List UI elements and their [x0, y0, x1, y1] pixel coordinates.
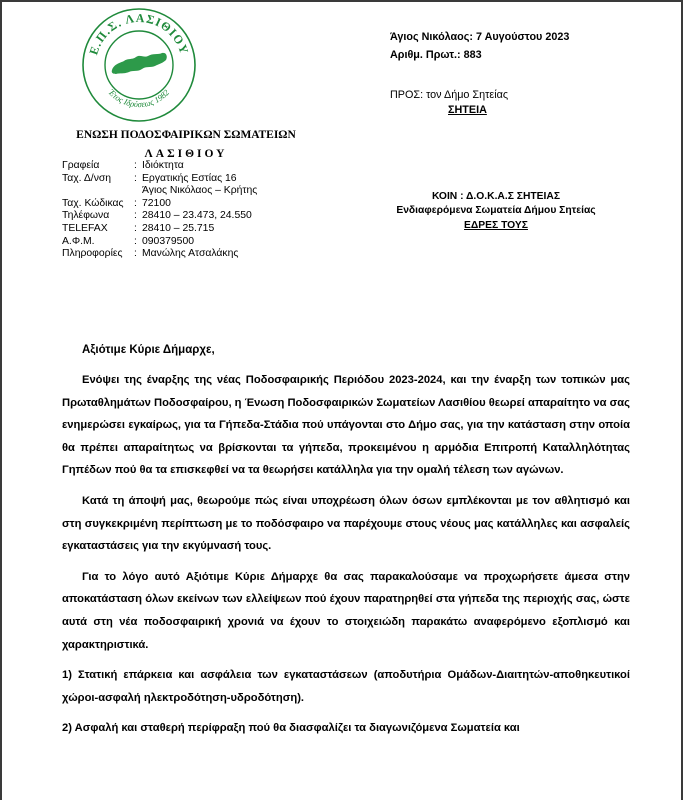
contact-row: Α.Φ.Μ. : 090379500 [62, 235, 195, 247]
crete-map-shape [112, 53, 167, 74]
page-border-top [0, 0, 683, 2]
logo-bottom-text: Έτος Ιδρύσεως 1982 [106, 87, 172, 110]
salutation: Αξιότιμε Κύριε Δήμαρχε, [82, 344, 215, 356]
contact-row: Πληροφορίες : Μανώλης Ατσαλάκης [62, 248, 239, 260]
contact-row: Άγιος Νικόλαος – Κρήτης [142, 185, 258, 197]
contact-row: Ταχ. Δ/νση : Εργατικής Εστίας 16 [62, 172, 237, 184]
list-item: 2) Ασφαλή και σταθερή περίφραξη πού θα διασφαλίζει τα διαγωνιζόμενα Σωματεία και [62, 722, 520, 735]
org-title-line2: ΛΑΣΙΘΙΟΥ [144, 148, 228, 160]
contact-row: TELEFAX : 28410 – 25.715 [62, 222, 215, 234]
contact-row: Τηλέφωνα : 28410 – 23.473, 24.550 [62, 210, 252, 222]
recipient-city: ΣΗΤΕΙΑ [448, 104, 487, 116]
protocol-line: Αριθμ. Πρωτ.: 883 [390, 49, 482, 61]
date-line: Άγιος Νικόλαος: 7 Αυγούστου 2023 [390, 31, 570, 43]
contact-block [62, 160, 257, 261]
recipient-line: ΠΡΟΣ: τον Δήμο Σητείας [390, 89, 509, 101]
paragraph: Κατά τη άποψή μας, θεωρούμε πώς είναι υποχρέωση όλων όσων εμπλέκονται με τον αθλητισμό και στη συγκεκριμένη περίπτωση με το ποδόσφαιρο να παρέχουμε στους νέους μας κατάλληλες και ασφαλείς εγκαταστάσεις για την εκγύμνασή τους. [62, 494, 630, 553]
contact-row: Γραφεία : Ιδιόκτητα [62, 160, 184, 171]
svg-text:Έτος Ιδρύσεως 1982 [106, 87, 172, 110]
page-border-left [0, 0, 2, 800]
cc-block [392, 190, 600, 233]
cc-line1: ΚΟΙΝ : Δ.Ο.Κ.Α.Σ ΣΗΤΕΙΑΣ [431, 191, 561, 202]
letter-body [62, 369, 630, 748]
contact-row: Ταχ. Κώδικας : 72100 [62, 197, 171, 209]
cc-line2: Ενδιαφερόμενα Σωματεία Δήμου Σητείας [396, 205, 596, 216]
list-item: 1) Στατική επάρκεια και ασφάλεια των εγκαταστάσεων (αποδυτήρια Ομάδων-Διαιτητών-αποθηκευτικοί χώροι-ασφαλή ηλεκτροδότηση-υδροδότηση). [62, 669, 630, 704]
paragraph: Για το λόγο αυτό Αξιότιμε Κύριε Δήμαρχε θα σας παρακαλούσαμε να προχωρήσετε άμεσα στην αποκατάσταση όλων εκείνων των ελλείψεων πού έχουν παρατηρηθεί στα γήπεδα της περιοχής σας, ώστε αυτά στη νέα ποδοσφαιρική χρονιά να έχουν το στοιχειώδη παρακάτω αναφερόμενο εξοπλισμό και χαρακτηριστικά. [62, 570, 630, 651]
paragraph: Ενόψει της έναρξης της νέας Ποδοσφαιρικής Περιόδου 2023-2024, και την έναρξη των τοπικών μας Πρωταθλημάτων Ποδοσφαίρου, η Ένωση Ποδοσφαιρικών Σωματείων Λασιθίου θεωρεί απαραίτητο να σας ενημερώσει εγκαίρως, για τα Γήπεδα-Στάδια πού υπάγονται στο Δήμο σας, για την κατάσταση στην οποία θα πρέπει απαραίτητως να βρίσκονται τα γήπεδα, προκειμένου η αρμόδια Επιτροπή Καταλληλότητας Γηπέδων πού θα τα επισκεφθεί να τα θεωρήσει κατάλληλα για την ομαλή τέλεση των αγώνων. [62, 374, 630, 477]
federation-logo [80, 6, 198, 124]
svg-text:Ε.Π.Σ. ΛΑΣΙΘΙΟΥ [86, 11, 191, 57]
org-title-line1: ΕΝΩΣΗ ΠΟΔΟΣΦΑΙΡΙΚΩΝ ΣΩΜΑΤΕΙΩΝ [76, 129, 296, 141]
date-protocol-block [390, 28, 569, 64]
organization-title [56, 126, 316, 164]
cc-line3: ΕΔΡΕΣ ΤΟΥΣ [464, 220, 528, 231]
logo-arc-text: Ε.Π.Σ. ΛΑΣΙΘΙΟΥ [86, 10, 192, 57]
